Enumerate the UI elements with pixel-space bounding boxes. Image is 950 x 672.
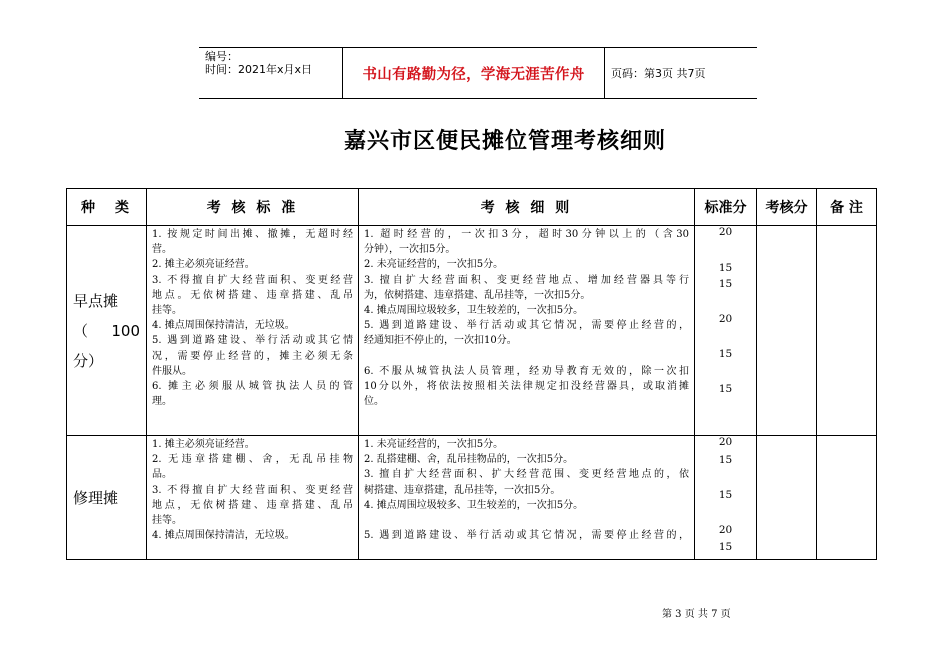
standard-score-cell [695, 226, 757, 436]
rule-line [364, 349, 689, 364]
standard-line: 挂等。 [152, 514, 182, 526]
standard-line: 件服从。 [152, 365, 192, 377]
standard-line: 2. 摊主必须亮证经营。 [152, 259, 255, 271]
rule-line: 树搭建、违章搭建，乱吊挂等，一次扣5分。 [364, 484, 561, 496]
standard-line: 2. 无违章搭建棚、舍，无乱吊挂物 [152, 454, 353, 466]
score-value: 15 [718, 454, 733, 466]
rule-line: 2. 乱搭建棚、舍，乱吊挂物品的，一次扣5分。 [364, 454, 574, 466]
remarks-cell[interactable] [817, 436, 877, 560]
col-header-category: 种 类 [67, 189, 147, 226]
standard-line: 品。 [152, 469, 172, 481]
table-row [67, 436, 877, 560]
rule-line: 经通知拒不停止的，一次扣10分。 [364, 335, 517, 347]
standard-score-cell [695, 436, 757, 560]
date-label: 时间：2021年x月x日 [205, 63, 313, 76]
score-value: 15 [718, 489, 733, 501]
standard-line: 挂等。 [152, 304, 182, 316]
assessed-score-cell[interactable] [757, 436, 817, 560]
standard-line: 理。 [152, 396, 172, 408]
standard-line: 地点。无依树搭建、违章搭建、乱吊 [152, 289, 353, 301]
score-value: 15 [718, 541, 733, 553]
category-points-open: （ [73, 321, 89, 340]
category-name: 修理摊 [73, 488, 119, 507]
standard-line: 况，需要停止经营的，摊主必须无条 [152, 350, 353, 362]
standard-line: 营。 [152, 244, 172, 256]
score-value: 15 [718, 348, 733, 360]
serial-number-label: 编号： [205, 50, 238, 63]
score-value: 20 [718, 436, 733, 448]
standard-line: 4. 摊点周围保持清洁，无垃圾。 [152, 530, 295, 542]
rule-line: 4. 摊点周围垃圾较多，卫生较差的，一次扣5分。 [364, 304, 584, 316]
category-cell [67, 226, 147, 436]
rule-line: 1. 超时经营的，一次扣3分，超时30分钟以上的（含30 [364, 229, 689, 240]
score-value: 15 [718, 262, 733, 274]
remarks-cell[interactable] [817, 226, 877, 436]
score-value: 20 [718, 524, 733, 536]
col-header-rules: 考 核 细 则 [359, 189, 695, 226]
table-header-row [67, 189, 877, 226]
rule-line: 分钟），一次扣5分。 [364, 244, 456, 256]
col-header-assessed-score: 考核分 [757, 189, 817, 226]
col-header-remarks: 备 注 [817, 189, 877, 226]
rule-line [364, 513, 689, 528]
standard-line: 4. 摊点周围保持清洁，无垃圾。 [152, 320, 295, 332]
rule-line: 10分以外，将依法按照相关法律规定扣没经营器具，或取消摊 [364, 380, 689, 392]
category-cell [67, 436, 147, 560]
rule-line: 5. 遇到道路建设、举行活动或其它情况，需要停止经营的， [364, 320, 689, 332]
page-footer: 第 3 页 共 7 页 [662, 609, 731, 620]
rule-line: 3. 擅自扩大经营面积、扩大经营范围、变更经营地点的，依 [364, 469, 689, 481]
category-points-close: 分） [73, 351, 104, 370]
col-header-standard: 考 核 标 准 [147, 189, 359, 226]
standard-line: 1. 摊主必须亮证经营。 [152, 439, 255, 450]
standard-line: 1. 按规定时间出摊、撤摊，无超时经 [152, 229, 353, 240]
rule-line: 3. 擅自扩大经营面积、变更经营地点、增加经营器具等行 [364, 274, 689, 286]
assessment-table [66, 188, 877, 560]
standard-line: 6. 摊主必须服从城管执法人员的管 [152, 380, 353, 392]
rules-cell [359, 436, 695, 560]
category-name: 早点摊 [73, 291, 119, 310]
rules-cell [359, 226, 695, 436]
rule-line: 6. 不服从城管执法人员管理，经劝导教育无效的，除一次扣 [364, 365, 689, 377]
motto: 书山有路勤为径，学海无涯苦作舟 [343, 48, 605, 98]
score-value: 20 [718, 313, 733, 325]
rule-line: 1. 未亮证经营的，一次扣5分。 [364, 439, 504, 450]
col-header-standard-score: 标准分 [695, 189, 757, 226]
table-row [67, 226, 877, 436]
rule-line: 位。 [364, 396, 384, 408]
rule-line: 5. 遇到道路建设、举行活动或其它情况，需要停止经营的， [364, 530, 689, 542]
document-title: 嘉兴市区便民摊位管理考核细则 [343, 129, 666, 154]
rule-line: 2. 未亮证经营的，一次扣5分。 [364, 259, 504, 271]
page-number-label: 页码：第3页 共7页 [611, 67, 706, 80]
standard-line: 3. 不得擅自扩大经营面积、变更经营 [152, 484, 353, 496]
standard-line: 5. 遇到道路建设、举行活动或其它情 [152, 335, 353, 347]
rule-line: 为，依树搭建、违章搭建、乱吊挂等，一次扣5分。 [364, 289, 591, 301]
assessed-score-cell[interactable] [757, 226, 817, 436]
score-value: 15 [718, 278, 733, 290]
rule-line: 4. 摊点周围垃圾较多、卫生较差的，一次扣5分。 [364, 499, 584, 511]
standard-cell [147, 436, 359, 560]
header-meta [199, 48, 343, 98]
standard-line: 3. 不得擅自扩大经营面积、变更经营 [152, 274, 353, 286]
standard-cell [147, 226, 359, 436]
page-header [199, 47, 757, 99]
category-points-value: 100 [111, 321, 140, 340]
score-value: 15 [718, 383, 733, 395]
standard-line: 地点，无依树搭建、违章搭建、乱吊 [152, 499, 353, 511]
score-value: 20 [718, 226, 733, 238]
category-points [73, 316, 140, 346]
